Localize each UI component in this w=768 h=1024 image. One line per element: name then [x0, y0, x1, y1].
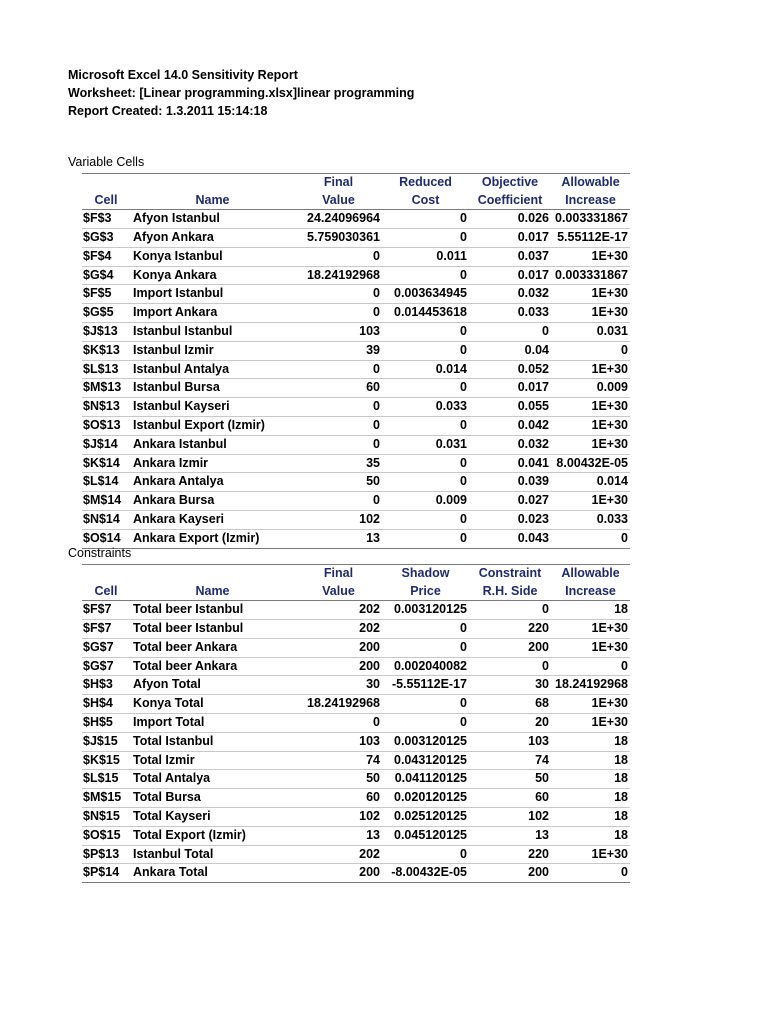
constraint-cell-ref-cell: $K$15 — [82, 751, 130, 770]
variable-name-cell: Ankara Izmir — [130, 454, 295, 473]
constraint-value-cell: 50 — [295, 770, 382, 789]
constraint-column-header: Final — [295, 565, 382, 583]
constraint-value-cell: 200 — [295, 657, 382, 676]
constraint-value-cell: 200 — [469, 864, 551, 883]
constraint-value-cell: 0.043120125 — [382, 751, 469, 770]
constraint-cell-ref-cell: $F$7 — [82, 619, 130, 638]
variable-name-cell: Ankara Kayseri — [130, 510, 295, 529]
variable-cell-ref-cell: $N$13 — [82, 398, 130, 417]
variable-row — [82, 304, 630, 323]
variable-value-cell: 0.037 — [469, 247, 551, 266]
constraint-value-cell: 60 — [295, 789, 382, 808]
variable-cell-ref-cell: $K$13 — [82, 341, 130, 360]
constraint-name-cell: Istanbul Total — [130, 845, 295, 864]
constraint-value-cell: 0 — [382, 619, 469, 638]
variable-value-cell: 0.043 — [469, 529, 551, 548]
constraint-value-cell: 30 — [469, 676, 551, 695]
constraint-cell-ref-cell: $G$7 — [82, 638, 130, 657]
variable-value-cell: 0.003331867 — [551, 266, 630, 285]
variable-name-cell: Istanbul Istanbul — [130, 322, 295, 341]
constraint-name-cell: Konya Total — [130, 695, 295, 714]
constraint-column-header: Cell — [82, 583, 130, 601]
variable-value-cell: 0.041 — [469, 454, 551, 473]
constraint-value-cell: 202 — [295, 845, 382, 864]
constraint-name-cell: Total Export (Izmir) — [130, 826, 295, 845]
constraint-row — [82, 638, 630, 657]
variable-column-header: Increase — [551, 192, 630, 210]
variable-value-cell: 0.026 — [469, 210, 551, 229]
constraint-value-cell: 18 — [551, 751, 630, 770]
constraint-value-cell: 0 — [551, 864, 630, 883]
constraint-cell-ref-cell: $F$7 — [82, 601, 130, 620]
constraint-column-header: Allowable — [551, 565, 630, 583]
variable-row — [82, 529, 630, 548]
variable-name-cell: Konya Istanbul — [130, 247, 295, 266]
variable-name-cell: Ankara Bursa — [130, 492, 295, 511]
constraints-title: Constraints — [68, 546, 132, 560]
variable-value-cell: 0.003634945 — [382, 285, 469, 304]
variable-value-cell: 0 — [382, 379, 469, 398]
variable-value-cell: 24.24096964 — [295, 210, 382, 229]
variable-value-cell: 0.023 — [469, 510, 551, 529]
variable-row — [82, 492, 630, 511]
variable-value-cell: 0.04 — [469, 341, 551, 360]
variable-column-header: Objective — [469, 174, 551, 192]
constraint-value-cell: 74 — [469, 751, 551, 770]
constraint-value-cell: 0.025120125 — [382, 807, 469, 826]
variable-value-cell: 5.55112E-17 — [551, 228, 630, 247]
variable-value-cell: 1E+30 — [551, 285, 630, 304]
variable-cell-ref-cell: $G$5 — [82, 304, 130, 323]
variable-name-cell: Import Ankara — [130, 304, 295, 323]
constraint-row — [82, 751, 630, 770]
variable-row — [82, 228, 630, 247]
constraint-value-cell: 30 — [295, 676, 382, 695]
constraint-header-row — [82, 565, 630, 583]
constraint-value-cell: 0 — [382, 713, 469, 732]
constraint-value-cell: 13 — [295, 826, 382, 845]
variable-value-cell: 0.009 — [551, 379, 630, 398]
variable-cell-ref-cell: $N$14 — [82, 510, 130, 529]
variable-name-cell: Ankara Export (Izmir) — [130, 529, 295, 548]
constraint-name-cell: Total beer Istanbul — [130, 619, 295, 638]
variable-value-cell: 0.031 — [382, 435, 469, 454]
variable-value-cell: 0 — [382, 341, 469, 360]
variable-value-cell: 0 — [382, 473, 469, 492]
constraint-value-cell: 0.020120125 — [382, 789, 469, 808]
variable-value-cell: 0 — [295, 360, 382, 379]
constraint-value-cell: 0.003120125 — [382, 601, 469, 620]
constraint-column-header: R.H. Side — [469, 583, 551, 601]
constraint-name-cell: Ankara Total — [130, 864, 295, 883]
variable-column-header: Cost — [382, 192, 469, 210]
constraint-value-cell: 18 — [551, 826, 630, 845]
constraint-cell-ref-cell: $L$15 — [82, 770, 130, 789]
variable-row — [82, 379, 630, 398]
variable-value-cell: 0 — [551, 529, 630, 548]
constraint-value-cell: 0.003120125 — [382, 732, 469, 751]
constraint-row — [82, 807, 630, 826]
constraint-value-cell: 0 — [469, 601, 551, 620]
variable-row — [82, 454, 630, 473]
constraint-value-cell: 1E+30 — [551, 638, 630, 657]
variable-value-cell: 0 — [382, 416, 469, 435]
constraint-cell-ref-cell: $N$15 — [82, 807, 130, 826]
constraint-row — [82, 826, 630, 845]
constraint-value-cell: 202 — [295, 619, 382, 638]
variable-value-cell: 0.017 — [469, 266, 551, 285]
variable-column-header: Value — [295, 192, 382, 210]
variable-value-cell: 0.009 — [382, 492, 469, 511]
constraint-name-cell: Total Antalya — [130, 770, 295, 789]
variable-value-cell: 8.00432E-05 — [551, 454, 630, 473]
constraint-value-cell: 103 — [295, 732, 382, 751]
constraint-row — [82, 695, 630, 714]
constraint-cell-ref-cell: $H$4 — [82, 695, 130, 714]
variable-row — [82, 266, 630, 285]
constraint-row — [82, 732, 630, 751]
variable-cell-ref-cell: $F$5 — [82, 285, 130, 304]
constraint-value-cell: 1E+30 — [551, 845, 630, 864]
constraint-column-header — [82, 565, 130, 583]
variable-name-cell: Istanbul Bursa — [130, 379, 295, 398]
variable-value-cell: 0 — [382, 510, 469, 529]
variable-name-cell: Istanbul Export (Izmir) — [130, 416, 295, 435]
report-worksheet: Worksheet: [Linear programming.xlsx]linear programming — [68, 86, 415, 100]
variable-value-cell: 0 — [469, 322, 551, 341]
variable-column-header: Allowable — [551, 174, 630, 192]
variable-name-cell: Istanbul Kayseri — [130, 398, 295, 417]
constraint-value-cell: 220 — [469, 619, 551, 638]
constraint-name-cell: Total beer Ankara — [130, 638, 295, 657]
variable-row — [82, 398, 630, 417]
variable-value-cell: 0 — [295, 285, 382, 304]
variable-value-cell: 0 — [382, 266, 469, 285]
constraint-value-cell: 103 — [469, 732, 551, 751]
variable-row — [82, 322, 630, 341]
constraint-value-cell: 0 — [382, 845, 469, 864]
variable-value-cell: 1E+30 — [551, 304, 630, 323]
variable-value-cell: 0.014453618 — [382, 304, 469, 323]
variable-value-cell: 1E+30 — [551, 247, 630, 266]
constraint-value-cell: 20 — [469, 713, 551, 732]
variable-value-cell: 0.003331867 — [551, 210, 630, 229]
variable-value-cell: 1E+30 — [551, 398, 630, 417]
constraint-value-cell: 18 — [551, 601, 630, 620]
constraint-value-cell: 0 — [551, 657, 630, 676]
variable-value-cell: 0.011 — [382, 247, 469, 266]
variable-value-cell: 0 — [382, 322, 469, 341]
variable-value-cell: 50 — [295, 473, 382, 492]
variable-row — [82, 510, 630, 529]
variable-value-cell: 60 — [295, 379, 382, 398]
constraint-value-cell: 18.24192968 — [295, 695, 382, 714]
constraint-value-cell: -8.00432E-05 — [382, 864, 469, 883]
constraint-value-cell: 0.041120125 — [382, 770, 469, 789]
constraint-value-cell: 0.002040082 — [382, 657, 469, 676]
variable-value-cell: 0 — [382, 228, 469, 247]
variable-header-row — [82, 174, 630, 192]
variable-value-cell: 39 — [295, 341, 382, 360]
constraint-value-cell: 74 — [295, 751, 382, 770]
constraint-value-cell: 0 — [295, 713, 382, 732]
constraint-value-cell: 1E+30 — [551, 619, 630, 638]
variable-value-cell: 0.032 — [469, 435, 551, 454]
constraint-row — [82, 657, 630, 676]
variable-name-cell: Ankara Antalya — [130, 473, 295, 492]
constraint-name-cell: Total Istanbul — [130, 732, 295, 751]
variable-value-cell: 1E+30 — [551, 435, 630, 454]
constraint-value-cell: 60 — [469, 789, 551, 808]
variable-row — [82, 435, 630, 454]
variable-value-cell: 0 — [382, 529, 469, 548]
constraint-row — [82, 789, 630, 808]
constraint-column-header: Increase — [551, 583, 630, 601]
constraint-name-cell: Import Total — [130, 713, 295, 732]
variable-name-cell: Afyon Ankara — [130, 228, 295, 247]
constraint-cell-ref-cell: $M$15 — [82, 789, 130, 808]
constraint-value-cell: 200 — [295, 638, 382, 657]
variable-value-cell: 103 — [295, 322, 382, 341]
variable-column-header — [82, 174, 130, 192]
variable-cell-ref-cell: $G$4 — [82, 266, 130, 285]
constraint-cell-ref-cell: $O$15 — [82, 826, 130, 845]
constraint-value-cell: 13 — [469, 826, 551, 845]
variable-value-cell: 0 — [382, 454, 469, 473]
constraint-value-cell: 200 — [295, 864, 382, 883]
variable-column-header: Reduced — [382, 174, 469, 192]
variable-name-cell: Konya Ankara — [130, 266, 295, 285]
variable-cell-ref-cell: $J$13 — [82, 322, 130, 341]
variable-value-cell: 0.031 — [551, 322, 630, 341]
variable-value-cell: 0 — [295, 435, 382, 454]
variable-value-cell: 102 — [295, 510, 382, 529]
variable-value-cell: 0.014 — [551, 473, 630, 492]
constraint-name-cell: Total beer Istanbul — [130, 601, 295, 620]
variable-name-cell: Import Istanbul — [130, 285, 295, 304]
constraint-value-cell: 1E+30 — [551, 713, 630, 732]
constraint-cell-ref-cell: $G$7 — [82, 657, 130, 676]
constraint-name-cell: Total Kayseri — [130, 807, 295, 826]
variable-value-cell: 0.052 — [469, 360, 551, 379]
constraint-row — [82, 619, 630, 638]
constraint-row — [82, 676, 630, 695]
constraint-value-cell: 18.24192968 — [551, 676, 630, 695]
variable-value-cell: 0.033 — [551, 510, 630, 529]
variable-cell-ref-cell: $O$13 — [82, 416, 130, 435]
variable-cell-ref-cell: $M$14 — [82, 492, 130, 511]
variable-column-header: Cell — [82, 192, 130, 210]
constraint-value-cell: 102 — [295, 807, 382, 826]
variable-row — [82, 416, 630, 435]
constraint-value-cell: 0 — [469, 657, 551, 676]
variable-name-cell: Ankara Istanbul — [130, 435, 295, 454]
variable-value-cell: 0.042 — [469, 416, 551, 435]
variable-cell-ref-cell: $F$3 — [82, 210, 130, 229]
variable-name-cell: Istanbul Izmir — [130, 341, 295, 360]
constraint-row — [82, 770, 630, 789]
variable-column-header: Final — [295, 174, 382, 192]
constraint-column-header: Name — [130, 583, 295, 601]
constraint-value-cell: 1E+30 — [551, 695, 630, 714]
variable-row — [82, 247, 630, 266]
variable-cell-ref-cell: $O$14 — [82, 529, 130, 548]
variable-row — [82, 210, 630, 229]
variable-column-header: Name — [130, 192, 295, 210]
constraint-value-cell: 50 — [469, 770, 551, 789]
constraints-table — [82, 564, 630, 883]
variable-value-cell: 35 — [295, 454, 382, 473]
report-created: Report Created: 1.3.2011 15:14:18 — [68, 104, 268, 118]
constraint-value-cell: 18 — [551, 770, 630, 789]
constraint-row — [82, 845, 630, 864]
constraint-header-row — [82, 583, 630, 601]
constraint-name-cell: Afyon Total — [130, 676, 295, 695]
variable-cells-title: Variable Cells — [68, 155, 145, 169]
constraint-cell-ref-cell: $H$3 — [82, 676, 130, 695]
constraint-value-cell: 0.045120125 — [382, 826, 469, 845]
variable-value-cell: 0 — [295, 416, 382, 435]
variable-cells-table — [82, 173, 630, 549]
constraint-cell-ref-cell: $P$14 — [82, 864, 130, 883]
report-title: Microsoft Excel 14.0 Sensitivity Report — [68, 68, 298, 82]
variable-value-cell: 0 — [295, 398, 382, 417]
variable-value-cell: 0.039 — [469, 473, 551, 492]
constraint-value-cell: 0 — [382, 638, 469, 657]
constraint-value-cell: 202 — [295, 601, 382, 620]
constraint-name-cell: Total Bursa — [130, 789, 295, 808]
variable-row — [82, 341, 630, 360]
variable-value-cell: 0.055 — [469, 398, 551, 417]
variable-cell-ref-cell: $M$13 — [82, 379, 130, 398]
constraint-value-cell: 18 — [551, 807, 630, 826]
variable-cell-ref-cell: $L$14 — [82, 473, 130, 492]
variable-value-cell: 1E+30 — [551, 416, 630, 435]
variable-value-cell: 0.027 — [469, 492, 551, 511]
variable-value-cell: 5.759030361 — [295, 228, 382, 247]
constraint-row — [82, 713, 630, 732]
variable-value-cell: 0.017 — [469, 379, 551, 398]
constraint-column-header: Shadow — [382, 565, 469, 583]
variable-cell-ref-cell: $K$14 — [82, 454, 130, 473]
variable-value-cell: 1E+30 — [551, 492, 630, 511]
variable-row — [82, 473, 630, 492]
constraint-column-header: Value — [295, 583, 382, 601]
constraint-cell-ref-cell: $J$15 — [82, 732, 130, 751]
constraint-column-header: Price — [382, 583, 469, 601]
variable-value-cell: 0 — [295, 247, 382, 266]
constraint-value-cell: 18 — [551, 789, 630, 808]
variable-row — [82, 285, 630, 304]
variable-value-cell: 0 — [295, 492, 382, 511]
constraint-value-cell: 200 — [469, 638, 551, 657]
variable-column-header: Coefficient — [469, 192, 551, 210]
constraint-name-cell: Total Izmir — [130, 751, 295, 770]
constraint-value-cell: 220 — [469, 845, 551, 864]
variable-value-cell: 0.033 — [469, 304, 551, 323]
variable-row — [82, 360, 630, 379]
variable-value-cell: 1E+30 — [551, 360, 630, 379]
variable-cell-ref-cell: $G$3 — [82, 228, 130, 247]
variable-value-cell: 0 — [551, 341, 630, 360]
variable-value-cell: 0.014 — [382, 360, 469, 379]
variable-name-cell: Afyon Istanbul — [130, 210, 295, 229]
variable-name-cell: Istanbul Antalya — [130, 360, 295, 379]
constraint-value-cell: -5.55112E-17 — [382, 676, 469, 695]
variable-column-header — [130, 174, 295, 192]
variable-value-cell: 0.033 — [382, 398, 469, 417]
constraint-value-cell: 68 — [469, 695, 551, 714]
variable-value-cell: 0.032 — [469, 285, 551, 304]
variable-value-cell: 18.24192968 — [295, 266, 382, 285]
variable-value-cell: 0 — [382, 210, 469, 229]
constraint-column-header — [130, 565, 295, 583]
constraint-value-cell: 18 — [551, 732, 630, 751]
constraint-column-header: Constraint — [469, 565, 551, 583]
constraint-value-cell: 102 — [469, 807, 551, 826]
constraint-row — [82, 864, 630, 883]
variable-value-cell: 13 — [295, 529, 382, 548]
variable-value-cell: 0 — [295, 304, 382, 323]
variable-value-cell: 0.017 — [469, 228, 551, 247]
variable-cell-ref-cell: $L$13 — [82, 360, 130, 379]
variable-cell-ref-cell: $F$4 — [82, 247, 130, 266]
constraint-cell-ref-cell: $H$5 — [82, 713, 130, 732]
variable-cell-ref-cell: $J$14 — [82, 435, 130, 454]
constraint-row — [82, 601, 630, 620]
constraint-name-cell: Total beer Ankara — [130, 657, 295, 676]
constraint-cell-ref-cell: $P$13 — [82, 845, 130, 864]
constraint-value-cell: 0 — [382, 695, 469, 714]
variable-header-row — [82, 192, 630, 210]
report-header — [68, 66, 414, 120]
